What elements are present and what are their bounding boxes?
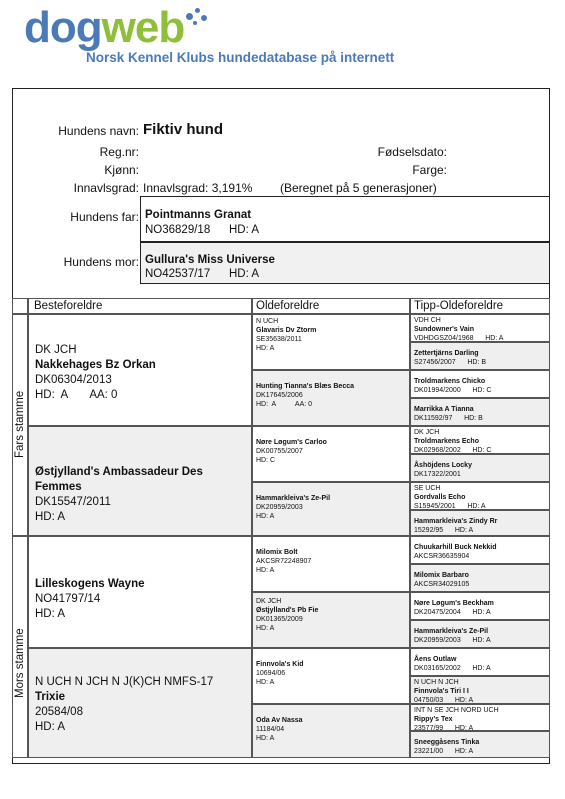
reg-hd: AKCSR36635904 <box>414 553 470 560</box>
reg-hd: DK02968/2002 HD: C <box>414 447 492 454</box>
hd: HD: A <box>35 721 66 733</box>
great-great-grandparent-cell[interactable] <box>410 536 550 564</box>
title: N UCH N JCH <box>414 679 459 686</box>
title: DK JCH <box>256 598 282 605</box>
hd: HD: C <box>256 457 276 464</box>
hd: HD: A <box>35 511 66 523</box>
logo-dog-text: dog <box>24 3 102 52</box>
mor-box[interactable] <box>140 242 550 284</box>
innavl-note: (Beregnet på 5 generasjoner) <box>280 181 437 195</box>
great-great-grandparent-cell[interactable] <box>410 676 550 704</box>
innavl-label: Innavlsgrad: <box>73 181 139 195</box>
hd: HD: A <box>256 625 275 632</box>
fodselsdato-label: Fødselsdato: <box>377 145 447 159</box>
name: Milomix Barbaro <box>414 572 469 579</box>
name: Rippy's Tex <box>414 716 453 723</box>
reg-hd: 15292/95 HD: A <box>414 527 474 534</box>
grandparent-cell[interactable] <box>28 314 252 426</box>
tagline: Norsk Kennel Klubs hundedatabase på internett <box>86 50 395 65</box>
hd: HD: A <box>256 345 275 352</box>
name: Østjylland's Pb Fie <box>256 607 319 614</box>
grandparent-cell[interactable] <box>28 648 252 758</box>
name: Lilleskogens Wayne <box>35 578 145 590</box>
name: Marrikka A Tianna <box>414 406 474 413</box>
reg: NO41797/14 <box>35 593 101 605</box>
reg-hd: S15945/2001 HD: A <box>414 503 486 510</box>
reg-hd: S27456/2007 HD: B <box>414 359 486 366</box>
hd: HD: A <box>256 735 275 742</box>
great-grandparent-cell[interactable] <box>252 482 410 536</box>
far-label: Hundens far: <box>70 210 139 224</box>
title: N UCH N JCH N J(K)CH NMFS-17 <box>35 676 214 688</box>
great-great-grandparent-cell[interactable] <box>410 704 550 731</box>
reg: 10694/06 <box>256 670 286 677</box>
name: Hammarkleiva's Ze-Pil <box>414 628 489 635</box>
reg-hd: 04750/03 HD: A <box>414 697 474 704</box>
header-oldeforeldre: Oldeforeldre <box>252 298 410 314</box>
reg-hd: AKCSR34029105 <box>414 581 470 588</box>
reg-hd: DK20959/2003 HD: A <box>414 637 491 644</box>
reg: DK00755/2007 <box>256 448 303 455</box>
far-box[interactable] <box>140 196 550 242</box>
hd: HD: A <box>256 567 275 574</box>
great-great-grandparent-cell[interactable] <box>410 592 550 620</box>
pedigree-corner <box>12 298 28 314</box>
hd: HD: A AA: 0 <box>256 401 313 408</box>
title: DK JCH <box>414 429 440 436</box>
logo-web-text: web <box>101 3 185 52</box>
header-besteforeldre: Besteforeldre <box>28 298 252 314</box>
hd: HD: A <box>256 513 275 520</box>
reg-hd: VDHDGSZ04/1968 HD: A <box>414 335 504 342</box>
reg: DK15547/2011 <box>35 496 111 508</box>
great-grandparent-cell[interactable] <box>252 648 410 704</box>
dogweb-logo[interactable] <box>24 3 185 52</box>
reg-hd: 23221/00 HD: A <box>414 748 474 755</box>
far-name: Pointmanns Granat <box>145 209 252 221</box>
great-grandparent-cell[interactable] <box>252 592 410 648</box>
innavl-value: Innavlsgrad: 3,191% <box>143 181 253 195</box>
fars-stamme-label: Fars stamme <box>14 390 26 458</box>
reg-hd: DK20475/2004 HD: A <box>414 609 491 616</box>
reg: DK20959/2003 <box>256 504 303 511</box>
title: SE UCH <box>414 485 441 492</box>
mor-name: Gullura's Miss Universe <box>145 254 275 266</box>
dog-name-label: Hundens navn: <box>58 124 139 138</box>
hd: HD: A <box>35 608 66 620</box>
great-great-grandparent-cell[interactable] <box>410 482 550 510</box>
name: Finnvola's Tiri I I <box>414 688 469 695</box>
great-great-grandparent-cell[interactable] <box>410 342 550 370</box>
grandparent-cell[interactable] <box>28 426 252 536</box>
name: Troldmarkens Echo <box>414 438 479 445</box>
name: Chuukarhill Buck Nekkid <box>414 544 497 551</box>
name: Troldmarkens Chicko <box>414 378 486 385</box>
reg-hd: DK03165/2002 HD: A <box>414 665 491 672</box>
name: Trixie <box>35 691 66 703</box>
reg: 20584/08 <box>35 706 83 718</box>
mor-label: Hundens mor: <box>63 255 139 269</box>
great-great-grandparent-cell[interactable] <box>410 426 550 454</box>
reg-hd: DK17322/2001 <box>414 471 461 478</box>
name: Hammarkleiva's Zindy Rr <box>414 518 498 525</box>
dog-name: Fiktiv hund <box>143 121 223 138</box>
kjonn-label: Kjønn: <box>104 163 139 177</box>
farge-label: Farge: <box>412 163 447 177</box>
reg-hd: DK01994/2000 HD: C <box>414 387 492 394</box>
name: Finnvola's Kid <box>256 661 304 668</box>
title: N UCH <box>256 318 279 325</box>
mor-reg: NO42537/17 <box>145 268 211 280</box>
great-great-grandparent-cell[interactable] <box>410 620 550 648</box>
great-great-grandparent-cell[interactable] <box>410 370 550 398</box>
name: Gordvalls Echo <box>414 494 466 501</box>
reg: DK17645/2006 <box>256 392 303 399</box>
reg-hd: 23577/99 HD: A <box>414 725 474 731</box>
reg: AKCSR72248907 <box>256 558 312 565</box>
great-great-grandparent-cell[interactable] <box>410 564 550 592</box>
name: Åens Outlaw <box>414 656 457 663</box>
reg: DK06304/2013 <box>35 374 112 386</box>
grandparent-cell[interactable] <box>28 536 252 648</box>
name: Østjylland's Ambassadeur Des Femmes <box>35 466 203 493</box>
name: Glavaris Dv Ztorm <box>256 327 317 334</box>
reg-hd: DK11592/97 HD: B <box>414 415 483 422</box>
great-great-grandparent-cell[interactable] <box>410 398 550 426</box>
far-reg: NO36829/18 <box>145 224 211 236</box>
great-grandparent-cell[interactable] <box>252 704 410 758</box>
great-great-grandparent-cell[interactable] <box>410 648 550 676</box>
name: Zettertjärns Darling <box>414 350 479 357</box>
great-great-grandparent-cell[interactable] <box>410 731 550 758</box>
name: Hammarkleiva's Ze-Pil <box>256 495 331 502</box>
hd: HD: A AA: 0 <box>35 389 118 401</box>
name: Nøre Løgum's Carloo <box>256 439 327 446</box>
name: Oda Av Nassa <box>256 717 303 724</box>
regnr-label: Reg.nr: <box>99 145 139 159</box>
hd: HD: A <box>256 679 275 686</box>
great-grandparent-cell[interactable] <box>252 536 410 592</box>
great-grandparent-cell[interactable] <box>252 426 410 482</box>
name: Nøre Løgum's Beckham <box>414 600 494 607</box>
mor-hd: HD: A <box>229 268 260 280</box>
great-great-grandparent-cell[interactable] <box>410 510 550 536</box>
header-tipp-oldeforeldre: Tipp-Oldeforeldre <box>410 298 550 314</box>
name: Åshöjdens Locky <box>414 462 472 469</box>
great-grandparent-cell[interactable] <box>252 370 410 426</box>
name: Sundowner's Vain <box>414 326 475 333</box>
name: Hunting Tianna's Blæs Becca <box>256 383 355 390</box>
far-hd: HD: A <box>229 224 260 236</box>
great-grandparent-cell[interactable] <box>252 314 410 370</box>
great-great-grandparent-cell[interactable] <box>410 314 550 342</box>
title: VDH CH <box>414 317 441 324</box>
name: Sneeggåsens Tinka <box>414 739 480 746</box>
title: INT N SE JCH NORD UCH <box>414 707 499 714</box>
name: Nakkehages Bz Orkan <box>35 359 156 371</box>
great-great-grandparent-cell[interactable] <box>410 454 550 482</box>
reg: 11184/04 <box>256 726 285 733</box>
title: DK JCH <box>35 344 77 356</box>
mors-stamme-label: Mors stamme <box>14 628 26 698</box>
name: Milomix Bolt <box>256 549 298 556</box>
reg: DK01365/2009 <box>256 616 303 623</box>
reg: SE35638/2011 <box>256 336 302 343</box>
